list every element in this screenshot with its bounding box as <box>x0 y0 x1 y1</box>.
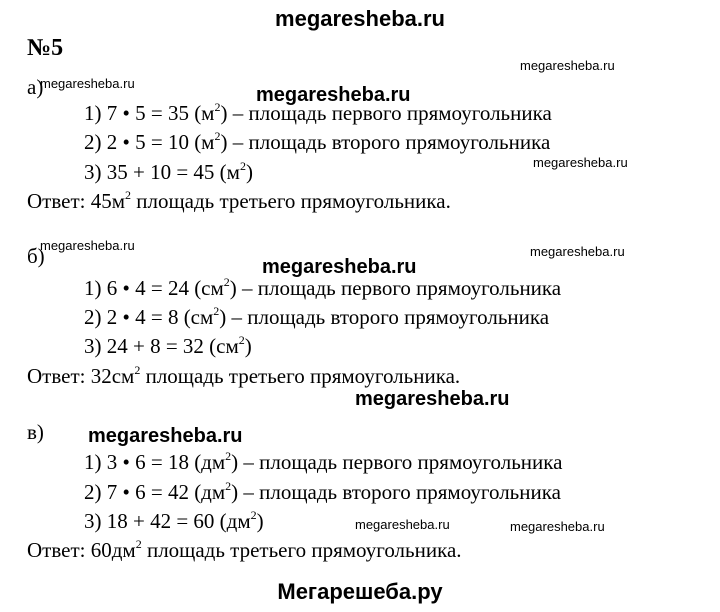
site-footer: Мегарешеба.ру <box>277 579 443 604</box>
section-label-b: б) <box>27 244 45 268</box>
step-a-2: 2) 2 • 5 = 10 $(м^2)$ – площадь второго прямоугольника <box>84 129 551 154</box>
watermark-bold: megaresheba.ru <box>262 256 417 278</box>
watermark-small: megaresheba.ru <box>530 244 625 259</box>
site-header: megaresheba.ru <box>275 6 445 31</box>
section-label-a: а) <box>27 75 44 99</box>
task-number: №5 <box>27 35 64 61</box>
step-c-2: 2) 7 • 6 = 42 $(дм^2)$ – площадь второго прямоугольника <box>84 479 561 504</box>
answer-c: Ответ: $60дм^2$ площадь третьего прямоугольника. <box>27 537 462 562</box>
watermark-small: megaresheba.ru <box>40 238 135 253</box>
watermark-small: megaresheba.ru <box>533 155 628 170</box>
step-b-1: 1) 6 • 4 = 24 $(см^2)$ – площадь первого прямоугольника <box>84 275 562 300</box>
step-b-3: 3) 24 + 8 = 32 $(см^2)$ <box>84 333 252 358</box>
watermark-bold: megaresheba.ru <box>355 388 510 410</box>
answer-a: Ответ: $45м^2$ площадь третьего прямоугольника. <box>27 188 451 213</box>
step-c-3: 3) 18 + 42 = 60 $(дм^2)$ <box>84 508 264 533</box>
watermark-bold: megaresheba.ru <box>88 425 243 447</box>
answer-b: Ответ: $32см^2$ площадь третьего прямоугольника. <box>27 363 461 388</box>
watermark-small: megaresheba.ru <box>355 517 450 532</box>
step-a-3: 3) 35 + 10 = 45 $(м^2)$ <box>84 159 253 184</box>
watermark-small: megaresheba.ru <box>520 58 615 73</box>
step-b-2: 2) 2 • 4 = 8 $(см^2)$ – площадь второго прямоугольника <box>84 304 550 329</box>
watermark-small: megaresheba.ru <box>510 519 605 534</box>
step-a-1: 1) 7 • 5 = 35 $(м^2)$ – площадь первого прямоугольника <box>84 100 552 125</box>
watermark-small: megaresheba.ru <box>40 76 135 91</box>
step-c-1: 1) 3 • 6 = 18 $(дм^2)$ – площадь первого прямоугольника <box>84 449 563 474</box>
section-label-c: в) <box>27 420 44 444</box>
watermark-bold: megaresheba.ru <box>256 84 411 106</box>
